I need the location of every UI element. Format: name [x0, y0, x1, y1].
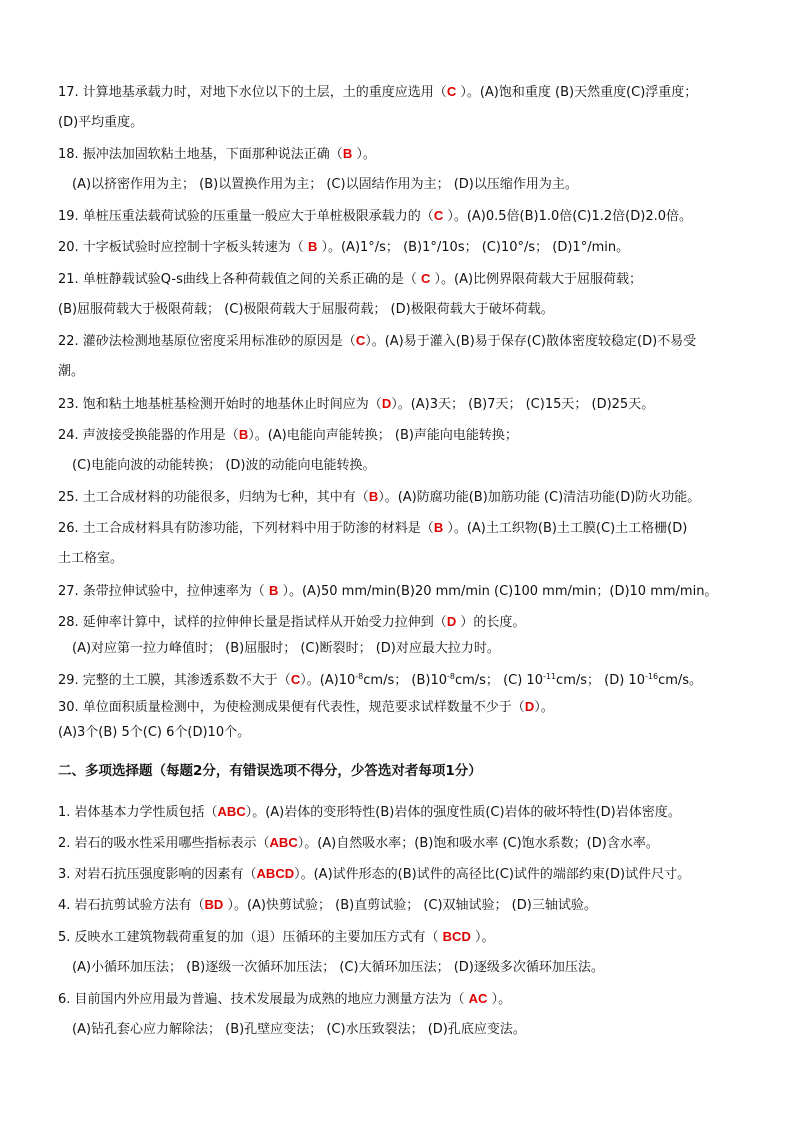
answer-mark: BCD — [442, 929, 471, 944]
question-options: ）。(A)试件形态的(B)试件的高径比(C)试件的端部约束(D)试件尺寸。 — [294, 867, 691, 882]
question-options: ）。(A)快剪试验； (B)直剪试验； (C)双轴试验； (D)三轴试验。 — [223, 898, 597, 913]
answer-mark: B — [433, 520, 444, 535]
exponent: -8 — [446, 672, 455, 681]
question-options: ）。(A)电能向声能转换； (B)声能向电能转换； — [248, 428, 518, 443]
answer-mark: ABC — [217, 804, 246, 819]
question-text: 2. 岩石的吸水性采用哪些指标表示（ — [58, 836, 270, 851]
question-26-cont: 土工格室。 — [58, 551, 124, 566]
question-text: 21. 单桩静载试验Q-s曲线上各种荷载值之间的关系正确的是（ — [58, 272, 421, 287]
question-18-options: (A)以挤密作用为主； (B)以置换作用为主； (C)以固结作用为主； (D)以压缩作用为主。 — [72, 177, 578, 192]
question-22 — [58, 332, 774, 351]
section-heading: 二、多项选择题（每题2分，有错误选项不得分，少答选对者每项1分） — [58, 763, 482, 779]
question-30-options: (A)3个(B) 5个(C) 6个(D)10个。 — [58, 725, 251, 740]
option-c: cm/s； (C) 10 — [454, 673, 543, 688]
question-options: ）。(A)防腐功能(B)加筋功能 (C)清洁功能(D)防火功能。 — [378, 490, 701, 505]
question-options: ）。(A)自然吸水率；(B)饱和吸水率 (C)饱水系数；(D)含水率。 — [297, 836, 659, 851]
answer-mark: D — [524, 699, 535, 714]
option-b: cm/s； (B)10 — [363, 673, 447, 688]
question-text: 30. 单位面积质量检测中，为使检测成果便有代表性，规范要求试样数量不少于（ — [58, 700, 525, 715]
question-text: 17. 计算地基承载力时，对地下水位以下的土层，土的重度应选用（ — [58, 85, 447, 100]
question-29 — [58, 671, 774, 690]
question-text: 3. 对岩石抗压强度影响的因素有（ — [58, 867, 257, 882]
answer-mark: C — [446, 84, 457, 99]
exponent: -16 — [644, 672, 659, 681]
question-text-end: ）的长度。 — [456, 615, 526, 630]
question-text: 23. 饱和粘土地基桩基检测开始时的地基休止时间应为（ — [58, 397, 382, 412]
question-text: 19. 单桩压重法载荷试验的压重量一般应大于单桩极限承载力的（ — [58, 209, 434, 224]
answer-mark: C — [421, 271, 431, 286]
answer-mark: B — [368, 489, 379, 504]
option-end: cm/s。 — [658, 673, 703, 688]
question-30 — [58, 698, 774, 717]
question-options: ）。(A)易于灌入(B)易于保存(C)散体密度较稳定(D)不易受 — [365, 334, 697, 349]
answer-mark: D — [381, 396, 392, 411]
question-options: ）。(A)饱和重度 (B)天然重度(C)浮重度； — [456, 85, 698, 100]
question-18 — [58, 145, 774, 164]
question-text: 28. 延伸率计算中，试样的拉伸伸长量是指试样从开始受力拉伸到（ — [58, 615, 447, 630]
question-options: ）。(A)岩体的变形特性(B)岩体的强度性质(C)岩体的破坏特性(D)岩体密度。 — [245, 805, 681, 820]
question-20 — [58, 238, 774, 257]
answer-mark: B — [342, 146, 353, 161]
question-text-end: ）。 — [487, 992, 512, 1007]
question-text: 20. 十字板试验时应控制十字板头转速为（ — [58, 240, 308, 255]
question-25 — [58, 488, 774, 507]
question-text: 6. 目前国内外应用最为普遍、技术发展最为成熟的地应力测量方法为（ — [58, 992, 469, 1007]
question-options: ）。(A)1°/s； (B)1°/10s； (C)10°/s； (D)1°/min。 — [317, 240, 630, 255]
question-24-options: (C)电能向波的动能转换； (D)波的动能向电能转换。 — [72, 458, 376, 473]
question-text: 5. 反映水工建筑物载荷重复的加（退）压循环的主要加压方式有（ — [58, 930, 443, 945]
option-d: cm/s； (D) 10 — [556, 673, 645, 688]
question-27 — [58, 582, 774, 601]
question-text: 27. 条带拉伸试验中，拉伸速率为（ — [58, 584, 269, 599]
answer-mark: D — [446, 614, 457, 629]
answer-mark: C — [355, 333, 366, 348]
question-24 — [58, 426, 774, 445]
question-text: 29. 完整的土工膜，其渗透系数不大于（ — [58, 673, 291, 688]
multi-question-4 — [58, 896, 774, 915]
answer-mark: ABCD — [256, 866, 295, 881]
multi-question-5-options: (A)小循环加压法； (B)逐级一次循环加压法； (C)大循环加压法； (D)逐级多次循环加压法。 — [72, 960, 604, 975]
question-text-end: ）。 — [352, 147, 376, 162]
question-28-options: (A)对应第一拉力峰值时； (B)屈服时； (C)断裂时； (D)对应最大拉力时。 — [72, 641, 500, 656]
question-text: 22. 灌砂法检测地基原位密度采用标准砂的原因是（ — [58, 334, 356, 349]
answer-mark: B — [307, 239, 318, 254]
question-options: ）。(A)比例界限荷载大于屈服荷载； — [430, 272, 643, 287]
answer-mark: AC — [468, 991, 488, 1006]
question-options: ）。(A)0.5倍(B)1.0倍(C)1.2倍(D)2.0倍。 — [443, 209, 693, 224]
question-text: 18. 振冲法加固软粘土地基，下面那种说法正确（ — [58, 147, 343, 162]
question-28 — [58, 613, 774, 632]
question-17-cont: (D)平均重度。 — [58, 115, 144, 130]
question-17 — [58, 83, 774, 102]
option-a: ）。(A)10 — [300, 673, 356, 688]
question-text: 1. 岩体基本力学性质包括（ — [58, 805, 218, 820]
question-text-end: ）。 — [534, 700, 554, 715]
answer-mark: B — [268, 583, 279, 598]
multi-question-6 — [58, 990, 774, 1009]
question-options: ）。(A)3天； (B)7天； (C)15天； (D)25天。 — [391, 397, 655, 412]
question-19 — [58, 207, 774, 226]
multi-question-3 — [58, 865, 774, 884]
question-text: 4. 岩石抗剪试验方法有（ — [58, 898, 205, 913]
question-text: 25. 土工合成材料的功能很多，归纳为七种，其中有（ — [58, 490, 369, 505]
multi-question-6-options: (A)钻孔套心应力解除法； (B)孔壁应变法； (C)水压致裂法； (D)孔底应变法。 — [72, 1022, 526, 1037]
question-26 — [58, 519, 774, 538]
question-21 — [58, 270, 774, 289]
exponent: -8 — [355, 672, 364, 681]
multi-question-2 — [58, 834, 774, 853]
answer-mark: C — [433, 208, 444, 223]
question-text: 26. 土工合成材料具有防渗功能，下列材料中用于防渗的材料是（ — [58, 521, 434, 536]
answer-mark: B — [238, 427, 249, 442]
question-text: 24. 声波接受换能器的作用是（ — [58, 428, 239, 443]
question-text-end: ）。 — [470, 930, 495, 945]
question-22-cont: 潮。 — [58, 364, 85, 379]
multi-question-5 — [58, 928, 774, 947]
answer-mark: ABC — [269, 835, 298, 850]
question-options: ）。(A)50 mm/min(B)20 mm/min (C)100 mm/min；(D)10 mm/min。 — [278, 584, 718, 599]
exponent: -11 — [542, 672, 557, 681]
answer-mark: BD — [204, 897, 224, 912]
answer-mark: C — [290, 672, 301, 687]
question-options: ）。(A)土工织物(B)土工膜(C)土工格栅(D) — [443, 521, 688, 536]
question-21-cont: (B)屈服荷载大于极限荷载； (C)极限荷载大于屈服荷载； (D)极限荷载大于破坏荷载。 — [58, 302, 554, 317]
question-23 — [58, 395, 774, 414]
multi-question-1 — [58, 803, 774, 822]
